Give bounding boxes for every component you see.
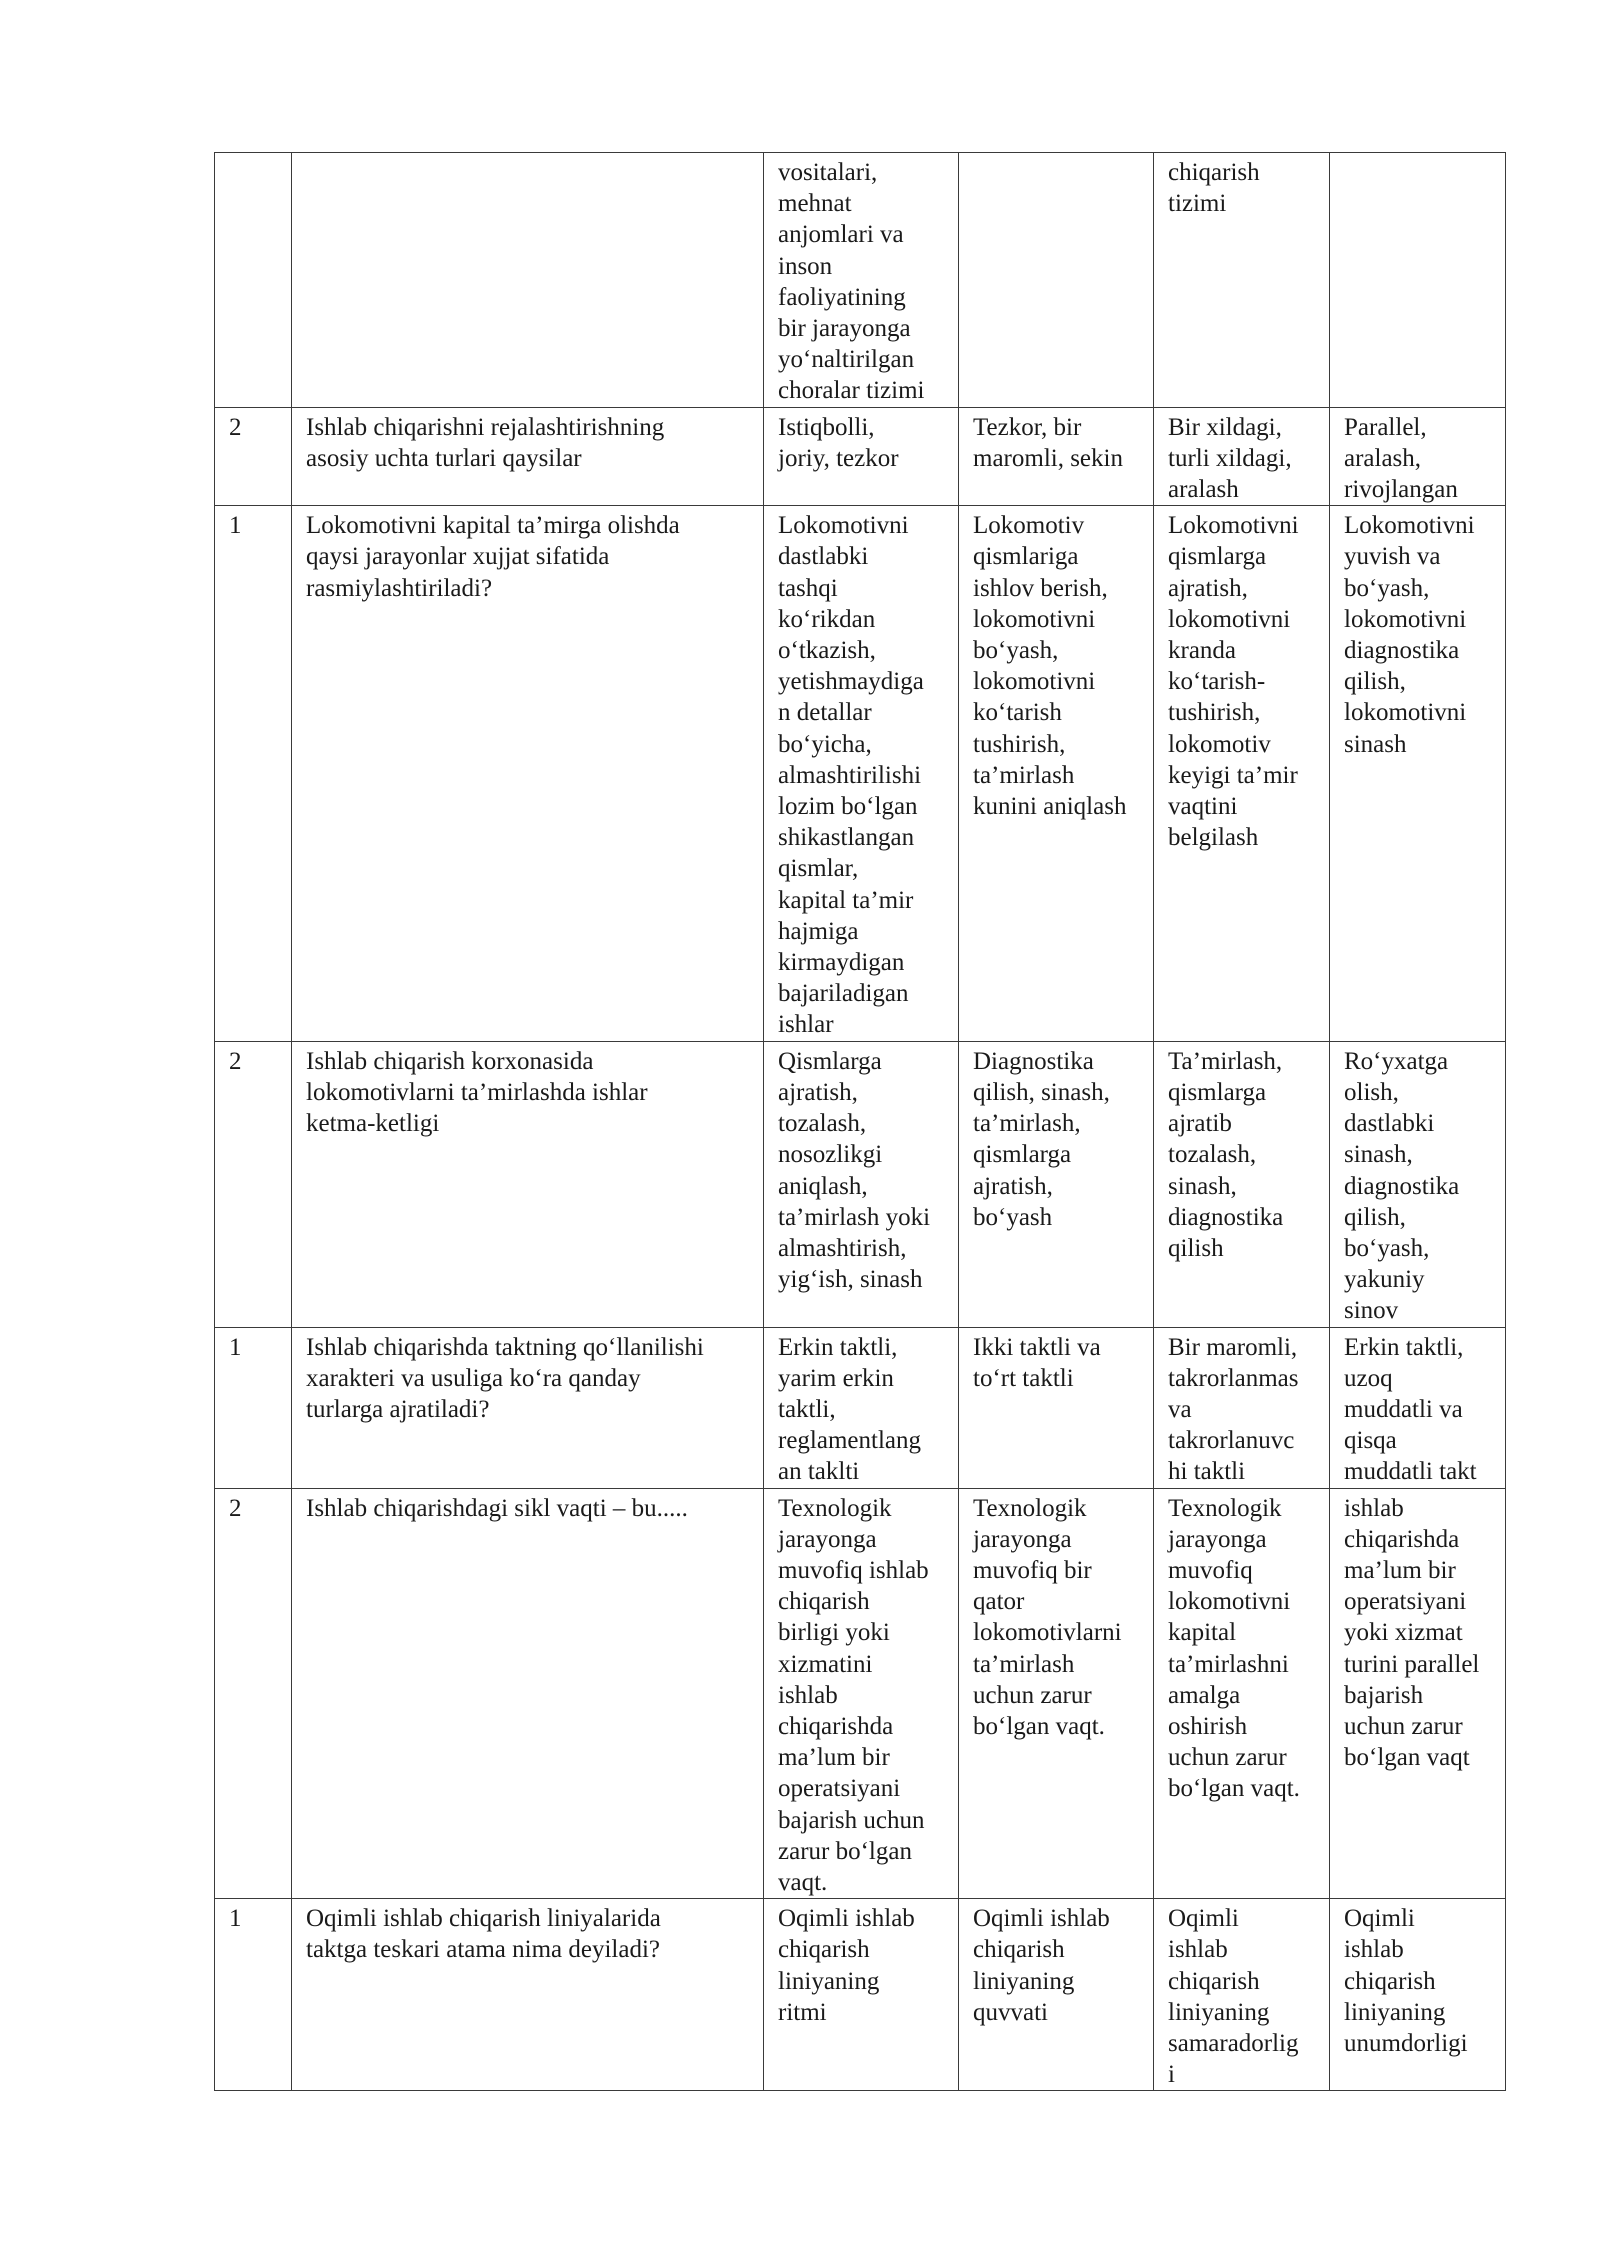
cell-option-c: Oqimli ishlab chiqarish liniyaning samaradorlig i — [1154, 1899, 1330, 2091]
cell-question: Ishlab chiqarishda taktning qo‘llanilishi xarakteri va usuliga ko‘ra qanday turlarga ajratiladi? — [292, 1327, 764, 1488]
cell-question: Lokomotivni kapital ta’mirga olishda qaysi jarayonlar xujjat sifatida rasmiylashtiriladi? — [292, 506, 764, 1041]
cell-option-d — [1330, 153, 1506, 408]
cell-number: 1 — [215, 506, 292, 1041]
cell-option-d: Erkin taktli, uzoq muddatli va qisqa muddatli takt — [1330, 1327, 1506, 1488]
cell-option-c: Lokomotivni qismlarga ajratish, lokomotivni kranda ko‘tarish- tushirish, lokomotiv keyigi ta’mir vaqtini belgilash — [1154, 506, 1330, 1041]
cell-question: Ishlab chiqarish korxonasida lokomotivlarni ta’mirlashda ishlar ketma-ketligi — [292, 1041, 764, 1327]
cell-option-a: Lokomotivni dastlabki tashqi ko‘rikdan o‘tkazish, yetishmaydiga n detallar bo‘yicha, almashtirilishi lozim bo‘lgan shikastlangan qismlar, kapital ta’mir hajmiga kirmaydigan bajariladigan ishlar — [764, 506, 959, 1041]
cell-question — [292, 153, 764, 408]
cell-number: 1 — [215, 1899, 292, 2091]
cell-option-c: chiqarish tizimi — [1154, 153, 1330, 408]
table-row — [215, 153, 1506, 408]
cell-option-d: Lokomotivni yuvish va bo‘yash, lokomotivni diagnostika qilish, lokomotivni sinash — [1330, 506, 1506, 1041]
cell-number: 2 — [215, 1488, 292, 1899]
cell-option-a: vositalari, mehnat anjomlari va inson faoliyatining bir jarayonga yo‘naltirilgan choralar tizimi — [764, 153, 959, 408]
table-row — [215, 1327, 1506, 1488]
table-row — [215, 1041, 1506, 1327]
table-row — [215, 506, 1506, 1041]
table-row — [215, 1899, 1506, 2091]
cell-option-c: Ta’mirlash, qismlarga ajratib tozalash, sinash, diagnostika qilish — [1154, 1041, 1330, 1327]
cell-number: 1 — [215, 1327, 292, 1488]
table-row — [215, 1488, 1506, 1899]
cell-option-b: Lokomotiv qismlariga ishlov berish, lokomotivni bo‘yash, lokomotivni ko‘tarish tushirish, ta’mirlash kunini aniqlash — [959, 506, 1154, 1041]
cell-option-b: Texnologik jarayonga muvofiq bir qator lokomotivlarni ta’mirlash uchun zarur bo‘lgan vaqt. — [959, 1488, 1154, 1899]
cell-option-d: Parallel, aralash, rivojlangan — [1330, 407, 1506, 506]
cell-option-b: Diagnostika qilish, sinash, ta’mirlash, qismlarga ajratish, bo‘yash — [959, 1041, 1154, 1327]
cell-question: Oqimli ishlab chiqarish liniyalarida taktga teskari atama nima deyiladi? — [292, 1899, 764, 2091]
table-row — [215, 407, 1506, 506]
cell-option-a: Erkin taktli, yarim erkin taktli, reglamentlang an taklti — [764, 1327, 959, 1488]
cell-number: 2 — [215, 407, 292, 506]
cell-option-b — [959, 153, 1154, 408]
cell-number — [215, 153, 292, 408]
cell-option-d: ishlab chiqarishda ma’lum bir operatsiyani yoki xizmat turini parallel bajarish uchun zarur bo‘lgan vaqt — [1330, 1488, 1506, 1899]
cell-option-b: Ikki taktli va to‘rt taktli — [959, 1327, 1154, 1488]
cell-option-d: Ro‘yxatga olish, dastlabki sinash, diagnostika qilish, bo‘yash, yakuniy sinov — [1330, 1041, 1506, 1327]
cell-option-a: Qismlarga ajratish, tozalash, nosozlikgi aniqlash, ta’mirlash yoki almashtirish, yig‘ish, sinash — [764, 1041, 959, 1327]
cell-option-c: Bir xildagi, turli xildagi, aralash — [1154, 407, 1330, 506]
questions-table — [214, 152, 1506, 2091]
cell-question: Ishlab chiqarishni rejalashtirishning asosiy uchta turlari qaysilar — [292, 407, 764, 506]
cell-option-a: Oqimli ishlab chiqarish liniyaning ritmi — [764, 1899, 959, 2091]
cell-option-a: Texnologik jarayonga muvofiq ishlab chiqarish birligi yoki xizmatini ishlab chiqarishda ma’lum bir operatsiyani bajarish uchun zarur bo‘lgan vaqt. — [764, 1488, 959, 1899]
cell-option-b: Oqimli ishlab chiqarish liniyaning quvvati — [959, 1899, 1154, 2091]
cell-option-a: Istiqbolli, joriy, tezkor — [764, 407, 959, 506]
cell-option-d: Oqimli ishlab chiqarish liniyaning unumdorligi — [1330, 1899, 1506, 2091]
cell-option-b: Tezkor, bir maromli, sekin — [959, 407, 1154, 506]
cell-number: 2 — [215, 1041, 292, 1327]
cell-option-c: Texnologik jarayonga muvofiq lokomotivni kapital ta’mirlashni amalga oshirish uchun zarur bo‘lgan vaqt. — [1154, 1488, 1330, 1899]
cell-option-c: Bir maromli, takrorlanmas va takrorlanuvc hi taktli — [1154, 1327, 1330, 1488]
cell-question: Ishlab chiqarishdagi sikl vaqti – bu..... — [292, 1488, 764, 1899]
